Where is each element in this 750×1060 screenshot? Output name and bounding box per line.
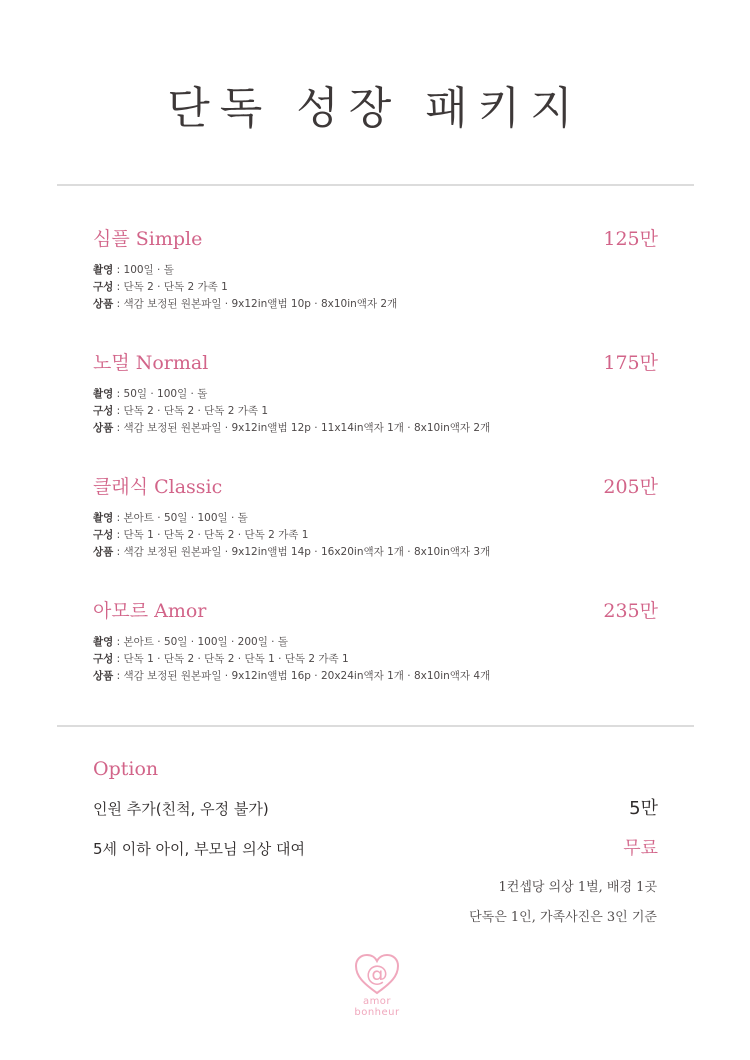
option-price: 5만 — [629, 798, 658, 819]
line-text: : 색감 보정된 원본파일 · 9x12in앨범 10p · 8x10in액자 2개 — [113, 298, 398, 310]
brand-logo — [345, 952, 409, 1032]
package-name: 심플 Simple — [93, 228, 203, 250]
package-name: 클래식 Classic — [93, 476, 223, 498]
line-text: : 100일 · 돌 — [113, 264, 174, 276]
package-price: 175만 — [603, 352, 658, 374]
line-label: 구성 — [93, 529, 114, 541]
option-label: 인원 추가(친척, 우정 불가) — [93, 800, 269, 818]
line-text: : 본아트 · 50일 · 100일 · 돌 — [113, 512, 248, 524]
package-product-line — [93, 668, 658, 685]
line-label: 촬영 — [93, 388, 114, 400]
line-text: : 단독 2 · 단독 2 가족 1 — [113, 281, 228, 293]
option-item-extra-person — [93, 794, 658, 820]
line-label: 구성 — [93, 405, 114, 417]
bottom-divider — [57, 725, 694, 727]
line-text: : 본아트 · 50일 · 100일 · 200일 · 돌 — [113, 636, 289, 648]
package-price: 205만 — [603, 476, 658, 498]
note-persons: 단독은 1인, 가족사진은 3인 기준 — [469, 910, 657, 925]
option-title: Option — [93, 758, 159, 780]
package-product-line — [93, 420, 658, 437]
svg-text:@: @ — [366, 962, 388, 987]
option-price: 무료 — [623, 838, 658, 859]
package-classic — [93, 472, 658, 561]
line-text: : 색감 보정된 원본파일 · 9x12in앨범 16p · 20x24in액자 1개 · 8x10in액자 4개 — [113, 670, 491, 682]
package-shoot-line — [93, 510, 658, 527]
package-composition-line — [93, 403, 658, 420]
line-text: : 색감 보정된 원본파일 · 9x12in앨범 12p · 11x14in액자 1개 · 8x10in액자 2개 — [113, 422, 491, 434]
line-label: 구성 — [93, 653, 114, 665]
page-title: 단독 성장 패키지 — [167, 83, 583, 134]
line-label: 촬영 — [93, 264, 114, 276]
line-text: : 단독 2 · 단독 2 · 단독 2 가족 1 — [113, 405, 269, 417]
logo-text-amor: amor — [362, 996, 392, 1007]
line-text: : 단독 1 · 단독 2 · 단독 2 · 단독 1 · 단독 2 가족 1 — [113, 653, 349, 665]
line-label: 상품 — [93, 670, 114, 682]
line-text: : 단독 1 · 단독 2 · 단독 2 · 단독 2 가족 1 — [113, 529, 309, 541]
package-normal — [93, 348, 658, 437]
package-shoot-line — [93, 386, 658, 403]
package-simple — [93, 224, 658, 313]
line-text: : 색감 보정된 원본파일 · 9x12in앨범 14p · 16x20in액자 1개 · 8x10in액자 3개 — [113, 546, 491, 558]
line-label: 촬영 — [93, 512, 114, 524]
line-label: 촬영 — [93, 636, 114, 648]
package-product-line — [93, 296, 658, 313]
option-label: 5세 이하 아이, 부모님 의상 대여 — [93, 840, 306, 858]
line-text: : 50일 · 100일 · 돌 — [113, 388, 208, 400]
package-product-line — [93, 544, 658, 561]
package-name: 노멀 Normal — [93, 352, 209, 374]
package-shoot-line — [93, 634, 658, 651]
line-label: 상품 — [93, 546, 114, 558]
line-label: 상품 — [93, 422, 114, 434]
package-shoot-line — [93, 262, 658, 279]
top-divider — [57, 184, 694, 186]
package-composition-line — [93, 527, 658, 544]
package-composition-line — [93, 279, 658, 296]
logo-text-bonheur: bonheur — [354, 1007, 400, 1018]
package-composition-line — [93, 651, 658, 668]
package-price: 125만 — [603, 228, 658, 250]
heart-at-icon — [353, 952, 401, 996]
package-price: 235만 — [603, 600, 658, 622]
package-name: 아모르 Amor — [93, 600, 207, 622]
line-label: 구성 — [93, 281, 114, 293]
line-label: 상품 — [93, 298, 114, 310]
option-item-costume-rental — [93, 834, 658, 860]
package-amor — [93, 596, 658, 685]
note-costume: 1컨셉당 의상 1벌, 배경 1곳 — [498, 880, 657, 895]
